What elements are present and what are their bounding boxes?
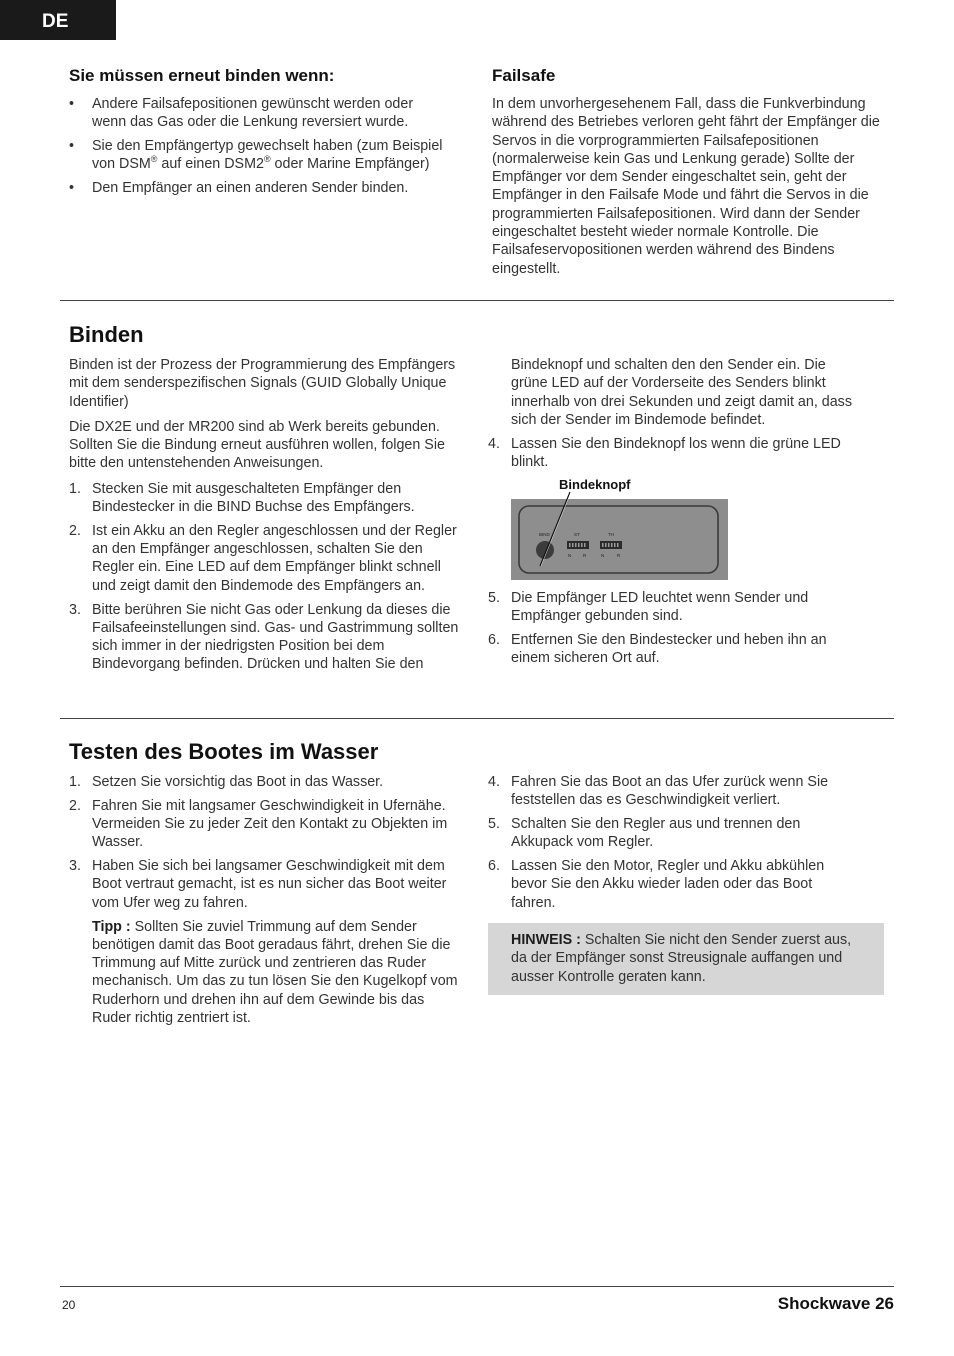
step-text: Die Empfänger LED leuchtet wenn Sender und Empfänger gebunden sind.	[511, 590, 809, 625]
step-number: 2.	[69, 522, 81, 539]
list-item	[488, 435, 858, 472]
figure-label: Bindeknopf	[559, 477, 631, 492]
section-divider	[60, 300, 894, 301]
failsafe-heading: Failsafe	[492, 66, 556, 85]
failsafe-body: In dem unvorhergesehenem Fall, dass die Funkverbindung während des Betriebes verloren geht fährt der Empfänger die Servos in die vorprogrammierten Failsafepositionen (normalerweise kein Gas und Lenkung gerade) Sollte der Empfänger vor dem Sender eingeschaltet sein, geht der Empfänger in den Failsafe Mode und fährt die Servos in die programmierten Failsafepositionen. Wird dann der Sender eingeschaltet besteht wieder normale Kontrolle. Die Failsafeservopositionen werden während des Bindens eingestellt.	[492, 96, 880, 277]
testen-left-column	[69, 773, 464, 1027]
list-item: • Den Empfänger an einen anderen Sender binden.	[69, 180, 409, 197]
step-number: 5.	[488, 816, 500, 833]
section-divider	[60, 718, 894, 719]
panel-n-label: N	[568, 553, 572, 558]
panel-th-label: TH	[608, 532, 614, 537]
rebind-item-2a: Sie den Empfängertyp gewechselt haben (zum Beispiel von DSM	[92, 138, 443, 173]
step-number: 6.	[488, 632, 500, 649]
step-number: 5.	[488, 590, 500, 606]
list-item	[69, 773, 464, 791]
step-text: Bitte berühren Sie nicht Gas oder Lenkung da dieses die Failsafeeinstellungen sind. Gas- und Gastrimmung sollten sich immer in der niedrigsten Position bei dem Bindevorgang befinden. Drücken und halten Sie den	[92, 601, 459, 673]
page-number: 20	[62, 1298, 76, 1312]
list-item	[488, 815, 858, 852]
binden-heading: Binden	[69, 322, 144, 347]
step-text: Schalten Sie den Regler aus und trennen den Akkupack vom Regler.	[511, 816, 801, 851]
rebind-list-container	[69, 95, 449, 203]
step-number: 3.	[69, 858, 81, 875]
step-text: Stecken Sie mit ausgeschalteten Empfänger den Bindestecker in die BIND Buchse des Empfängers.	[92, 480, 415, 516]
rebind-heading: Sie müssen erneut binden wenn:	[69, 66, 335, 85]
testen-heading: Testen des Bootes im Wasser	[69, 739, 379, 764]
list-item	[69, 857, 464, 912]
callout-line	[536, 490, 576, 570]
list-item	[488, 589, 858, 626]
footer-rule	[60, 1286, 894, 1287]
list-item	[488, 773, 858, 810]
binden-intro-1: Binden ist der Prozess der Programmierung des Empfängers mit dem senderspezifischen Signals (GUID Globally Unique Identifier)	[69, 357, 456, 410]
binden-steps-right-2	[488, 589, 858, 668]
rebind-item-2b: auf einen DSM2	[157, 156, 264, 173]
registered-mark: ®	[150, 154, 158, 165]
notice-label: HINWEIS :	[511, 932, 581, 948]
list-item	[69, 601, 464, 674]
step-3-continuation: Bindeknopf und schalten den den Sender ein. Die grüne LED auf der Vorderseite des Senders blinkt innerhalb von drei Sekunden und zeigt damit an, dass sich der Sender im Bindemode befindet.	[511, 357, 852, 428]
rebind-item-3: Den Empfänger an einen anderen Sender binden.	[92, 180, 409, 197]
list-item: • Sie den Empfängertyp gewechselt haben (zum Beispiel von DSM® auf einen DSM2® oder Marine Empfänger)	[69, 138, 443, 173]
binden-right-column-2	[488, 589, 858, 673]
notice-box	[488, 923, 884, 995]
panel-bind-label: BIND	[539, 532, 550, 537]
testen-steps-right	[488, 773, 858, 912]
tip-text: Sollten Sie zuviel Trimmung auf dem Sender benötigen damit das Boot geradaus fährt, drehen Sie die Trimmung auf Mitte zurück und zentrieren das Ruder mechanisch. Um das zu tun lösen Sie den Kugelkopf vom Ruderhorn und drehen ihn auf dem Gewinde bis das Ruder richtig zentriert ist.	[92, 918, 458, 1027]
language-tab: DE	[0, 0, 116, 40]
testen-steps	[69, 773, 464, 912]
list-item	[488, 631, 858, 668]
registered-mark: ®	[263, 154, 271, 165]
product-name: Shockwave 26	[777, 1294, 894, 1313]
panel-n-label: N	[601, 553, 605, 558]
binden-intro-2: Die DX2E und der MR200 sind ab Werk bereits gebunden. Sollten Sie die Bindung erneut ausführen wollen, folgen Sie bitte den untenstehenden Anweisungen.	[69, 418, 445, 472]
rebind-list	[69, 95, 449, 197]
binden-right-column	[488, 356, 858, 477]
binden-steps-right	[488, 435, 858, 472]
list-item	[69, 522, 464, 595]
rebind-item-2c: oder Marine Empfänger)	[270, 156, 430, 173]
step-number: 6.	[488, 858, 500, 875]
list-item: • Andere Failsafepositionen gewünscht werden oder wenn das Gas oder die Lenkung reversiert wurde.	[69, 96, 414, 131]
tip-paragraph	[69, 918, 464, 1028]
step-number: 2.	[69, 797, 81, 814]
step-number: 4.	[488, 436, 500, 453]
panel-r-label: R	[617, 553, 621, 558]
testen-right-column	[488, 773, 858, 918]
list-item	[488, 857, 858, 912]
rebind-item-1: Andere Failsafepositionen gewünscht werden oder wenn das Gas oder die Lenkung reversiert wurde.	[92, 96, 414, 131]
list-item	[69, 797, 464, 852]
step-number: 1.	[69, 774, 81, 790]
step-number: 3.	[69, 601, 81, 618]
step-number: 4.	[488, 774, 500, 790]
step-text: Haben Sie sich bei langsamer Geschwindigkeit mit dem Boot vertraut gemacht, ist es nun sicher das Boot weiter vom Ufer weg zu fahren.	[92, 858, 447, 911]
panel-st-label: ST	[574, 532, 580, 537]
step-text: Fahren Sie mit langsamer Geschwindigkeit in Ufernähe. Vermeiden Sie zu jeder Zeit den Kontakt zu Objekten im Wasser.	[92, 797, 448, 851]
step-text: Setzen Sie vorsichtig das Boot in das Wasser.	[92, 774, 384, 790]
step-text: Lassen Sie den Motor, Regler und Akku abkühlen bevor Sie den Akku wieder laden oder das Boot fahren.	[511, 858, 825, 911]
panel-r-label: R	[583, 553, 587, 558]
step-text: Fahren Sie das Boot an das Ufer zurück wenn Sie feststellen das es Geschwindigkeit verliert.	[511, 774, 829, 809]
step-text: Entfernen Sie den Bindestecker und heben ihn an einem sicheren Ort auf.	[511, 632, 827, 667]
step-text: Lassen Sie den Bindeknopf los wenn die grüne LED blinkt.	[511, 436, 841, 471]
tip-label: Tipp :	[92, 918, 131, 935]
list-item	[69, 480, 464, 517]
binden-steps	[69, 480, 464, 674]
binden-left-column	[69, 356, 464, 679]
notice-text: Schalten Sie nicht den Sender zuerst aus, da der Empfänger sonst Streusignale auffangen und ausser Kontrolle geraten kann.	[511, 932, 852, 985]
step-number: 1.	[69, 480, 81, 497]
step-text: Ist ein Akku an den Regler angeschlossen und der Regler an den Empfänger angeschlossen, schalten Sie den Regler ein. Eine LED auf dem Empfänger blinkt schnell und zeigt damit den Bindemode des Empfängers an.	[92, 522, 457, 594]
